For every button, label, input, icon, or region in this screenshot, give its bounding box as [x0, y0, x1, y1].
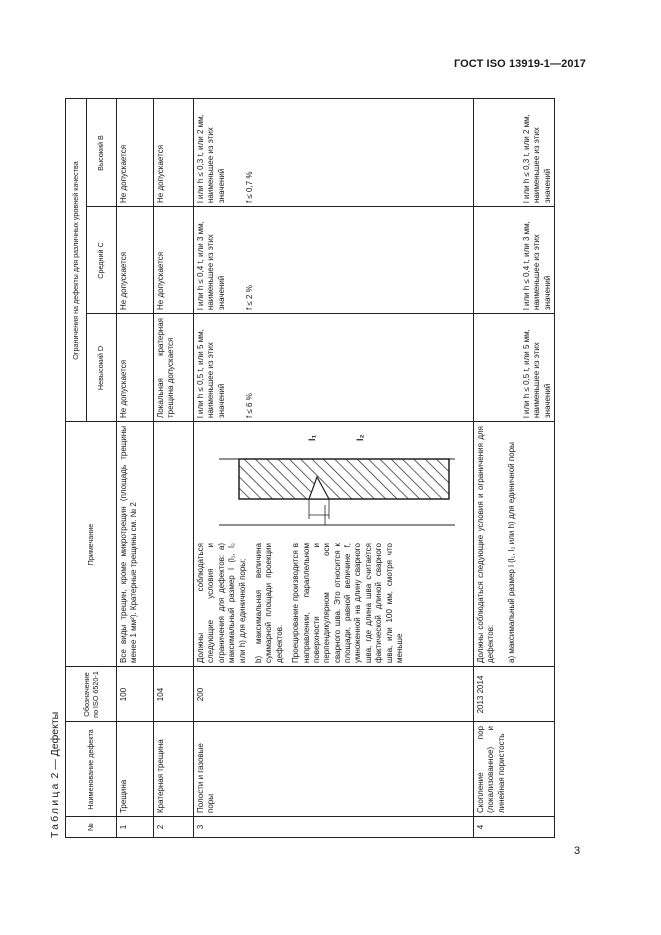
row4-level-b: l или h ≤ 0,3 t, или 2 мм, наименьшее из этих значений — [522, 114, 552, 203]
row4-level-d: l или h ≤ 0,5 t, или 5 мм, наименьшее из этих значений — [522, 329, 552, 418]
row1-level-b: Не допускается — [119, 144, 128, 203]
row2-level-b: Не допускается — [156, 144, 165, 203]
row3-level-b-a: l или h ≤ 0,3 t, или 2 мм, наименьшее из этих значений — [196, 114, 226, 203]
row3-note — [193, 422, 473, 667]
table-caption-prefix: Таблица — [49, 781, 61, 838]
header-level-d: Невысокий D — [96, 345, 106, 391]
row4-note-b: а) максимальный размер l (l₁, l₂ или h) для единичной поры — [506, 442, 516, 663]
row4-note-a: Должны соблюдаться следующие условия и ограничения для дефектов: — [476, 426, 496, 663]
row1-level-d: Не допускается — [119, 359, 128, 418]
header-note: Примечание — [86, 523, 96, 566]
row1-num: 1 — [119, 824, 128, 830]
row2-note — [153, 422, 193, 667]
row2-level-c: Не допускается — [156, 251, 165, 310]
row4-note — [473, 422, 554, 667]
row3-level-d-a: l или h ≤ 0,5 t, или 5 мм, наименьшее из этих значений — [196, 329, 226, 418]
weld-pore-figure — [199, 427, 465, 539]
row4-code: 2013 2014 — [476, 675, 485, 714]
table-caption-text: 2 — Дефекты — [49, 711, 61, 779]
row2-name: Кратерная трещина — [156, 739, 165, 813]
row3-code: 200 — [196, 687, 205, 702]
header-level-b: Высокий B — [96, 135, 106, 171]
row3-name: Полости и газовые поры — [196, 743, 216, 813]
figure-label-l2: l₂ — [355, 434, 365, 441]
row3-note-a: Должны соблюдаться следующие условия и ограничения для дефектов: а) максимальный размер l (l₁, l₂ или h) для единичной поры; — [196, 543, 247, 663]
header-limits-group: Ограничения на дефекты для различных уровней качества — [71, 161, 81, 360]
row1-note: Все виды трещин, кроме микротрещин (площадь трещины менее 1 мм²). Кратерные трещины см. № 2 — [119, 426, 139, 663]
row3-level-b — [193, 99, 473, 207]
row1-code: 100 — [119, 687, 128, 702]
header-defect-name: Наименование дефекта — [86, 729, 96, 810]
row1-name: Трещина — [119, 779, 128, 813]
page-number: 3 — [574, 845, 581, 857]
defects-table — [65, 98, 555, 838]
row1-level-c: Не допускается — [119, 251, 128, 310]
figure-label-l1: l₁ — [307, 434, 317, 441]
row3-note-c: Проецирование производится в направлении, параллельном поверхности и перпендикулярном оси сварного шва. Это относится к площади, равной величине f, умноженной на длину сварного шва, где длина шва считается фактической длиной сварного шва, или 100 мм, смотря что меньше — [291, 543, 405, 663]
row3-level-d-b: f ≤ 6 % — [245, 393, 255, 418]
row3-num: 3 — [196, 824, 205, 830]
table-caption — [45, 712, 65, 838]
row2-num: 2 — [156, 824, 165, 830]
row3-level-b-b: f ≤ 0,7 % — [245, 171, 255, 203]
row4-num: 4 — [476, 824, 485, 830]
row3-level-c-a: l или h ≤ 0,4 t, или 3 мм, наименьшее из этих значений — [196, 221, 226, 310]
row2-code: 104 — [156, 687, 165, 702]
header-num: № — [86, 823, 96, 831]
row2-level-d: Локальная кратерная трещина допускается — [156, 318, 176, 418]
header-level-c: Средний C — [96, 242, 106, 279]
header-iso-designation: Обозначение по ISO 6520-1 — [81, 671, 100, 718]
rotated-table-block — [45, 98, 552, 838]
row4-name: Скопление пор (локализованное) и линейная пористость — [476, 726, 506, 813]
row4-level-c: l или h ≤ 0,4 t, или 3 мм, наименьшее из этих значений — [522, 221, 552, 310]
row3-level-d — [193, 314, 473, 422]
row3-level-c-b: f ≤ 2 % — [245, 285, 255, 310]
row3-level-c — [193, 207, 473, 314]
row3-note-b: b) максимальная величина суммарной площади проекции дефектов. — [253, 543, 284, 663]
standard-code: ГОСТ ISO 13919-1—2017 — [453, 58, 586, 70]
